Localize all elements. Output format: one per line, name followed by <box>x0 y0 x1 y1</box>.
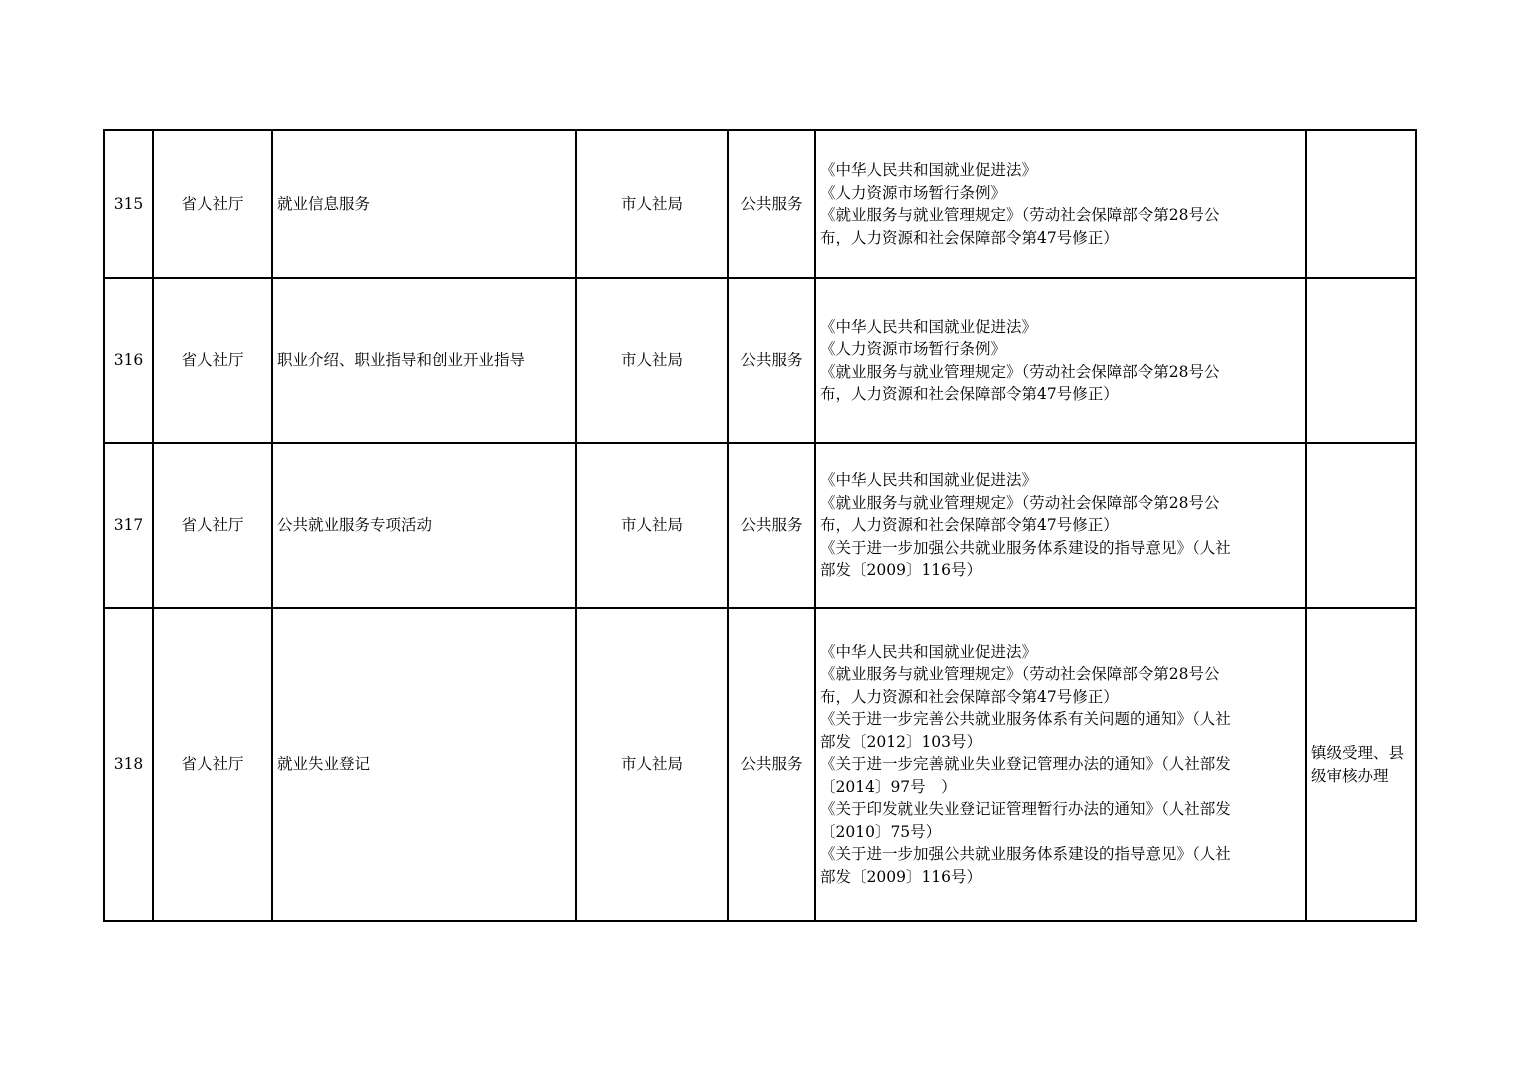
legal-basis-line: 布，人力资源和社会保障部令第47号修正） <box>820 516 1119 535</box>
legal-basis-line: 部发〔2012〕103号） <box>820 732 983 751</box>
service-items-table <box>103 129 1417 922</box>
legal-basis-cell <box>815 443 1306 608</box>
remarks-cell <box>1306 608 1416 921</box>
item-name-cell: 就业信息服务 <box>272 130 576 278</box>
item-type-cell: 公共服务 <box>728 278 815 443</box>
item-number-cell: 316 <box>104 278 153 443</box>
legal-basis-cell <box>815 608 1306 921</box>
legal-basis-line: 部发〔2009〕116号） <box>820 867 983 886</box>
legal-basis-cell <box>815 278 1306 443</box>
item-number-cell: 317 <box>104 443 153 608</box>
remarks-text: 镇级受理、县级审核办理 <box>1311 744 1405 785</box>
legal-basis-line: 《关于进一步加强公共就业服务体系建设的指导意见》（人社 <box>820 538 1231 557</box>
legal-basis-line: 《中华人民共和国就业促进法》 <box>820 317 1038 336</box>
remarks-cell <box>1306 130 1416 278</box>
legal-basis-line: 《中华人民共和国就业促进法》 <box>820 471 1038 490</box>
legal-basis-line: 《关于印发就业失业登记证管理暂行办法的通知》（人社部发 <box>820 800 1231 819</box>
legal-basis-line: 《就业服务与就业管理规定》（劳动社会保障部令第28号公 <box>820 493 1220 512</box>
remarks-cell <box>1306 443 1416 608</box>
legal-basis-line: 《就业服务与就业管理规定》（劳动社会保障部令第28号公 <box>820 206 1220 224</box>
table-row <box>104 608 1416 921</box>
table-row <box>104 278 1416 443</box>
legal-basis-line: 《中华人民共和国就业促进法》 <box>820 161 1038 179</box>
legal-basis-cell <box>815 130 1306 278</box>
item-name-cell: 就业失业登记 <box>272 608 576 921</box>
item-name-cell: 职业介绍、职业指导和创业开业指导 <box>272 278 576 443</box>
item-number-cell: 315 <box>104 130 153 278</box>
item-name-cell: 公共就业服务专项活动 <box>272 443 576 608</box>
legal-basis-line: 《就业服务与就业管理规定》（劳动社会保障部令第28号公 <box>820 362 1220 381</box>
legal-basis-line: 《中华人民共和国就业促进法》 <box>820 642 1038 661</box>
department-cell: 省人社厅 <box>153 130 272 278</box>
department-cell: 省人社厅 <box>153 443 272 608</box>
legal-basis-line: 布，人力资源和社会保障部令第47号修正） <box>820 687 1119 706</box>
item-type-cell: 公共服务 <box>728 130 815 278</box>
legal-basis-line: 布，人力资源和社会保障部令第47号修正） <box>820 228 1119 247</box>
department-cell: 省人社厅 <box>153 608 272 921</box>
legal-basis-line: 部发〔2009〕116号） <box>820 561 983 580</box>
implementer-cell: 市人社局 <box>576 130 728 278</box>
legal-basis-line: 《就业服务与就业管理规定》（劳动社会保障部令第28号公 <box>820 665 1220 684</box>
item-type-cell: 公共服务 <box>728 608 815 921</box>
item-number-cell: 318 <box>104 608 153 921</box>
legal-basis-line: 《人力资源市场暂行条例》 <box>820 183 1007 202</box>
table-row <box>104 443 1416 608</box>
legal-basis-line: 《关于进一步完善公共就业服务体系有关问题的通知》（人社 <box>820 710 1231 729</box>
remarks-cell <box>1306 278 1416 443</box>
legal-basis-line: 〔2010〕75号） <box>820 822 942 841</box>
implementer-cell: 市人社局 <box>576 443 728 608</box>
legal-basis-line: 《关于进一步完善就业失业登记管理办法的通知》（人社部发 <box>820 755 1231 774</box>
department-cell: 省人社厅 <box>153 278 272 443</box>
table-row <box>104 130 1416 278</box>
legal-basis-line: 〔2014〕97号 ） <box>820 777 957 796</box>
implementer-cell: 市人社局 <box>576 278 728 443</box>
legal-basis-line: 《关于进一步加强公共就业服务体系建设的指导意见》（人社 <box>820 845 1231 864</box>
legal-basis-line: 布，人力资源和社会保障部令第47号修正） <box>820 385 1119 403</box>
item-type-cell: 公共服务 <box>728 443 815 608</box>
implementer-cell: 市人社局 <box>576 608 728 921</box>
legal-basis-line: 《人力资源市场暂行条例》 <box>820 340 1007 358</box>
